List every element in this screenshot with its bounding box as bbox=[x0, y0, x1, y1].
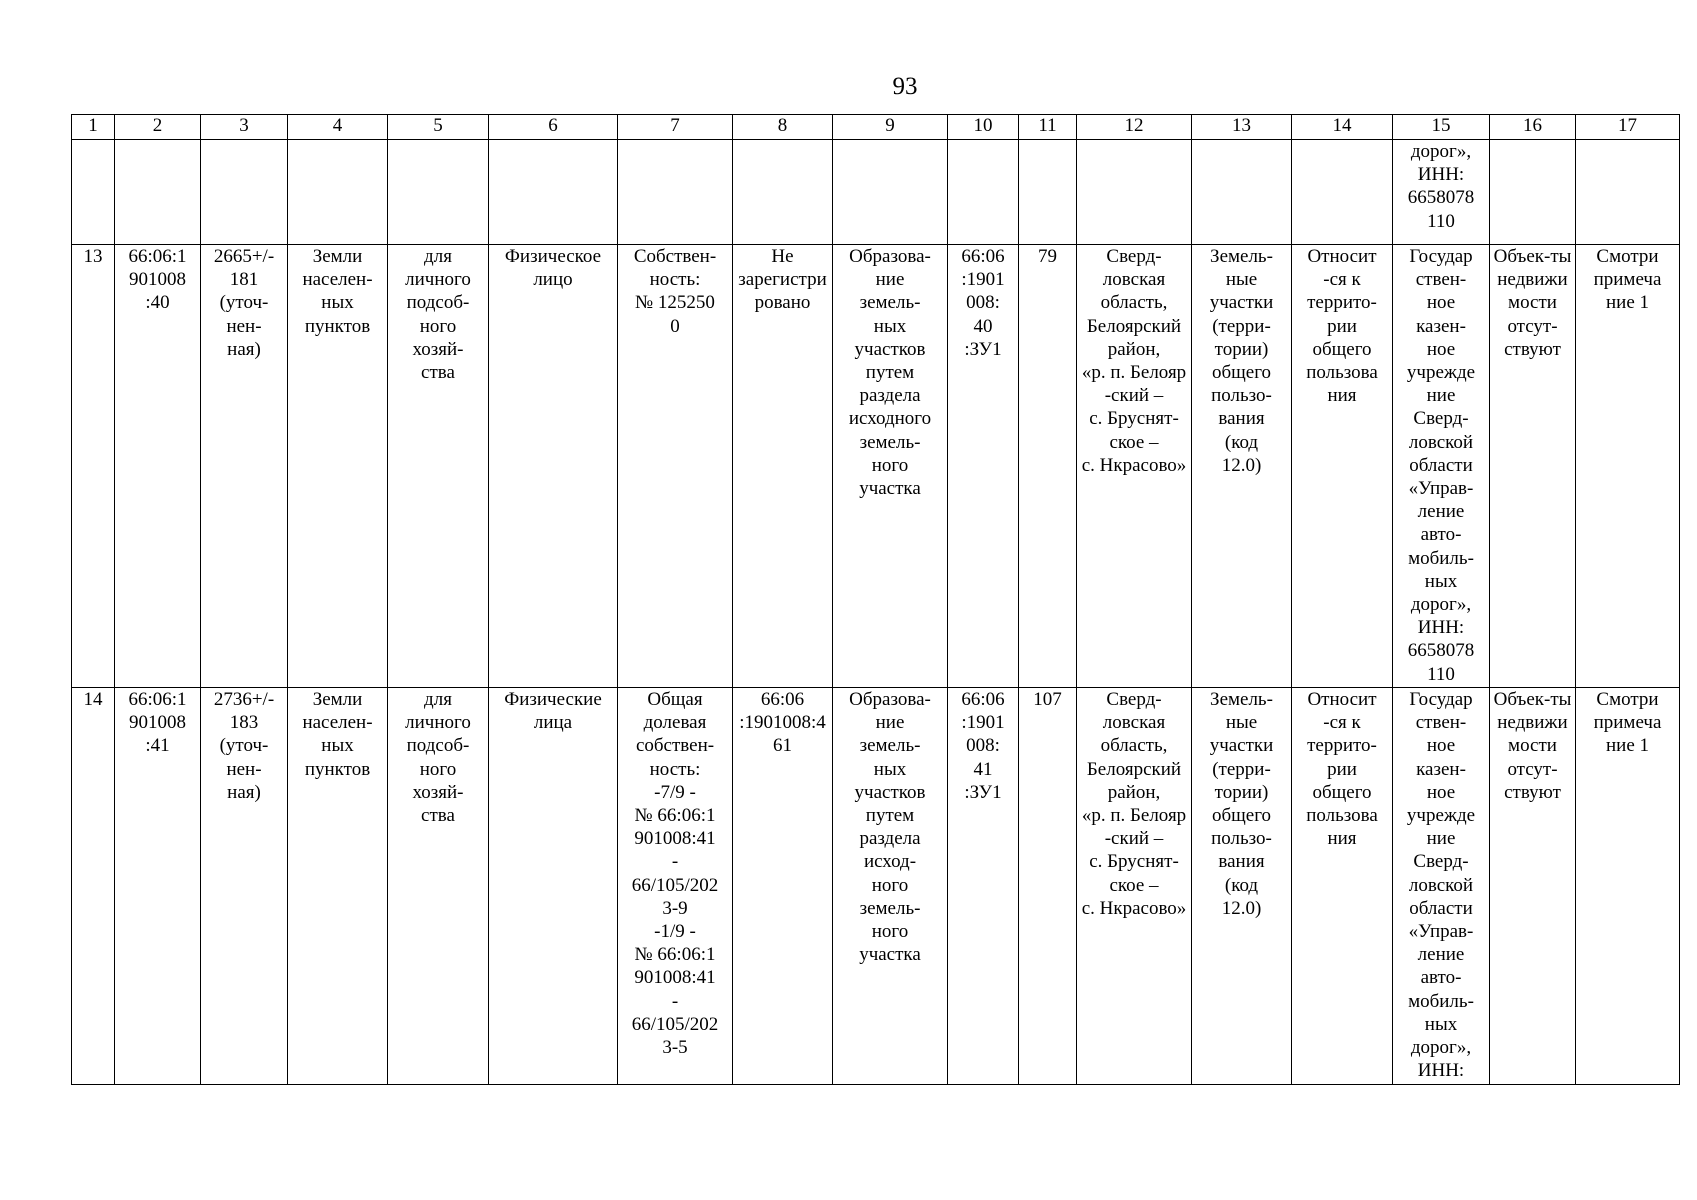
cell-text-line: -1/9 - bbox=[654, 921, 696, 943]
cell-text-line: 901008:41 bbox=[634, 967, 716, 989]
cell-text-line: ных bbox=[873, 758, 907, 780]
cell-text-line: террито- bbox=[1307, 735, 1377, 757]
cell-text-line: ного bbox=[871, 454, 909, 476]
cell-text-line: ние bbox=[1426, 828, 1456, 850]
cell-text-line: общего bbox=[1312, 338, 1372, 360]
cell-text-line: Белоярский bbox=[1086, 315, 1182, 337]
cell-text-line: населен- bbox=[302, 269, 373, 291]
cell-text-line: ное bbox=[1426, 338, 1456, 360]
cell-text-line: пользо- bbox=[1211, 828, 1272, 850]
cell-text-line: :41 bbox=[145, 735, 170, 757]
cell-text-line: ловской bbox=[1408, 874, 1474, 896]
cell-text-line: район, bbox=[1107, 781, 1161, 803]
cell-text-line: «Управ- bbox=[1408, 921, 1474, 943]
cell-text-line: для bbox=[424, 689, 452, 710]
cell-text-line: 901008 bbox=[129, 269, 186, 291]
cell-text-line: Физическое bbox=[504, 246, 602, 267]
cell-text-line: хозяй- bbox=[412, 338, 464, 360]
cell-text-line: Сверд- bbox=[1106, 246, 1162, 267]
cell-text-line: 0 bbox=[670, 315, 680, 337]
cell-text-line: мости bbox=[1508, 735, 1557, 757]
row-number-cell: 13 bbox=[72, 245, 115, 688]
objects-cell bbox=[1490, 688, 1576, 1085]
cell-text-line: мобиль- bbox=[1408, 990, 1474, 1012]
cell-text-line: ного bbox=[871, 874, 909, 896]
cell-text-line: казен- bbox=[1416, 758, 1466, 780]
territory-cell bbox=[1292, 245, 1393, 688]
column-header: 8 bbox=[733, 115, 833, 140]
cell-text-line: «р. п. Белояр bbox=[1081, 805, 1187, 827]
cell-text-line: ность: bbox=[649, 269, 701, 291]
cell-text-line: земель- bbox=[859, 735, 921, 757]
cell-text-line: Земель- bbox=[1210, 246, 1273, 267]
cell-text-line: ных bbox=[321, 735, 354, 757]
cell-text-line: участков bbox=[854, 338, 926, 360]
cell-text-line: исходного bbox=[848, 408, 932, 430]
objects-cell bbox=[1490, 245, 1576, 688]
row-number-cell: 14 bbox=[72, 688, 115, 1085]
cell-text-line: 6658078 bbox=[1407, 640, 1475, 662]
cell-text-line: 3-9 bbox=[662, 897, 688, 919]
table-cell bbox=[388, 140, 489, 245]
cell-text-line: ние bbox=[1426, 385, 1456, 407]
cell-text-line: рии bbox=[1327, 758, 1357, 780]
cell-text-line: ное bbox=[1426, 781, 1456, 803]
cell-text-line: участка bbox=[859, 944, 921, 966]
cell-text-line: лицо bbox=[533, 269, 573, 291]
column-header: 14 bbox=[1292, 115, 1393, 140]
land-use-cell bbox=[388, 245, 489, 688]
column-header: 17 bbox=[1576, 115, 1680, 140]
holder-cell bbox=[1393, 688, 1490, 1085]
cell-text-line: дорог», bbox=[1410, 594, 1472, 616]
cell-text-line: Объек-ты bbox=[1493, 689, 1572, 710]
table-cell bbox=[1490, 140, 1576, 245]
cell-text-line: Смотри bbox=[1596, 246, 1659, 267]
cell-text-line: раздела bbox=[859, 385, 921, 407]
cell-text-line: ного bbox=[419, 758, 457, 780]
cell-text-line: вания bbox=[1218, 851, 1265, 873]
cell-text-line: ское – bbox=[1109, 431, 1159, 453]
table-cell bbox=[115, 140, 201, 245]
continuation-row bbox=[72, 140, 1680, 245]
cell-text-line: -ся к bbox=[1323, 712, 1361, 734]
cell-text-line: личного bbox=[405, 712, 471, 734]
owner-type-cell bbox=[489, 245, 618, 688]
cell-text-line: ных bbox=[873, 315, 907, 337]
cell-text-line: 66:06:1 bbox=[128, 246, 187, 267]
cell-text-line: 12.0) bbox=[1221, 897, 1262, 919]
cell-text-line: (терри- bbox=[1212, 758, 1271, 780]
cell-text-line: 901008 bbox=[129, 712, 186, 734]
cell-text-line: с. Бруснят- bbox=[1089, 851, 1179, 873]
cell-text-line: отсут- bbox=[1507, 758, 1558, 780]
table-cell bbox=[1576, 140, 1680, 245]
cell-text-line: Смотри bbox=[1596, 689, 1659, 710]
cell-text-line: 66:06 bbox=[961, 246, 1005, 267]
cell-text-line: ного bbox=[871, 921, 909, 943]
cell-text-line: лица bbox=[533, 712, 573, 734]
cell-text-line: 66:06 bbox=[760, 689, 805, 710]
cell-text-line: подсоб- bbox=[406, 292, 470, 314]
table-cell bbox=[733, 140, 833, 245]
column-header: 7 bbox=[618, 115, 733, 140]
address-cell bbox=[1077, 688, 1192, 1085]
cell-text-line: ление bbox=[1417, 501, 1465, 523]
cell-text-line: с. Бруснят- bbox=[1089, 408, 1179, 430]
page-number: 93 bbox=[892, 73, 918, 100]
cell-text-line: 66:06:1 bbox=[128, 689, 187, 710]
cell-text-line: 40 bbox=[973, 315, 993, 337]
cell-text-line: область, bbox=[1100, 292, 1168, 314]
land-category-cell bbox=[288, 245, 388, 688]
cell-text-line: ния bbox=[1327, 828, 1357, 850]
cell-text-line: Государ bbox=[1409, 689, 1473, 710]
cell-text-line: ствуют bbox=[1504, 338, 1561, 360]
cell-text-line: земель- bbox=[859, 897, 921, 919]
new-plot-area-cell bbox=[1019, 245, 1077, 688]
cell-text-line: Земли bbox=[312, 689, 363, 710]
address-cell bbox=[1077, 245, 1192, 688]
cell-text-line: Белоярский bbox=[1086, 758, 1182, 780]
cell-text-line: :ЗУ1 bbox=[964, 781, 1002, 803]
cell-text-line: участки bbox=[1209, 735, 1274, 757]
column-header: 9 bbox=[833, 115, 948, 140]
area-cell bbox=[201, 245, 288, 688]
cell-text-line: подсоб- bbox=[406, 735, 470, 757]
cadastral-number-cell bbox=[115, 688, 201, 1085]
cell-text-line: ствен- bbox=[1415, 269, 1467, 291]
cell-text-line: с. Нкрасово» bbox=[1081, 897, 1187, 919]
cell-text-line: ных bbox=[1424, 570, 1458, 592]
cell-text-line: 79 bbox=[1038, 246, 1057, 267]
encumbrance-cell bbox=[733, 688, 833, 1085]
cell-text-line: «Управ- bbox=[1408, 478, 1474, 500]
cell-text-line: тории) bbox=[1214, 338, 1269, 360]
cell-text-line: Сверд- bbox=[1106, 689, 1162, 710]
cell-text-line: (уточ- bbox=[219, 292, 269, 314]
cell-text-line: (код bbox=[1224, 874, 1259, 896]
column-header: 1 bbox=[72, 115, 115, 140]
cell-text-line: - bbox=[671, 851, 679, 873]
cell-text-line: ных bbox=[1424, 1013, 1458, 1035]
cell-text-line: -ся к bbox=[1323, 269, 1361, 291]
column-header: 3 bbox=[201, 115, 288, 140]
table-cell bbox=[72, 140, 115, 245]
cell-text-line: 2665+/- bbox=[213, 246, 275, 267]
new-plot-area-cell bbox=[1019, 688, 1077, 1085]
cell-text-line: 41 bbox=[973, 758, 993, 780]
cell-text-line: ИНН: bbox=[1417, 1060, 1465, 1082]
cell-text-line: общего bbox=[1211, 362, 1272, 384]
cell-text-line: Земли bbox=[312, 246, 363, 267]
cell-text-line: Относит bbox=[1307, 689, 1377, 710]
cell-text-line: Собствен- bbox=[633, 246, 717, 267]
cell-text-line: ства bbox=[421, 805, 455, 827]
table-row bbox=[72, 688, 1680, 1085]
cell-text-line: :ЗУ1 bbox=[964, 338, 1002, 360]
cell-text-line: общего bbox=[1312, 781, 1372, 803]
cell-text-line: Образова- bbox=[849, 689, 931, 710]
cell-text-line: 008: bbox=[966, 292, 1000, 314]
cell-text-line: (код bbox=[1224, 431, 1259, 453]
cell-text-line: примеча bbox=[1593, 712, 1662, 734]
cell-text-line: террито- bbox=[1307, 292, 1377, 314]
land-category-cell bbox=[288, 688, 388, 1085]
column-header: 10 bbox=[948, 115, 1019, 140]
encumbrance-cell bbox=[733, 245, 833, 688]
permitted-use-cell bbox=[1192, 688, 1292, 1085]
cell-text-line: 66/105/202 bbox=[631, 874, 719, 896]
column-header: 12 bbox=[1077, 115, 1192, 140]
cell-text-line: ное bbox=[1426, 735, 1456, 757]
cell-text-line: нен- bbox=[226, 315, 262, 337]
column-header: 6 bbox=[489, 115, 618, 140]
cell-text-line: Сверд- bbox=[1413, 851, 1469, 873]
cell-text-line: ровано bbox=[754, 292, 811, 314]
cell-text-line: ства bbox=[421, 362, 455, 384]
cell-text-line: № 66:06:1 bbox=[634, 944, 716, 966]
cell-text-line: «р. п. Белояр bbox=[1081, 362, 1187, 384]
table-cell bbox=[1292, 140, 1393, 245]
cell-text-line: ное bbox=[1426, 292, 1456, 314]
note-cell bbox=[1576, 688, 1680, 1085]
cell-text-line: путем bbox=[865, 805, 915, 827]
table-row bbox=[72, 245, 1680, 688]
cell-text-line: пунктов bbox=[304, 315, 371, 337]
cell-text-line: 901008:41 bbox=[634, 828, 716, 850]
cell-text-line: -ский – bbox=[1104, 828, 1164, 850]
cell-text-line: :1901 bbox=[961, 712, 1005, 734]
cell-text-line: хозяй- bbox=[412, 781, 464, 803]
holder-cell bbox=[1393, 245, 1490, 688]
cell-text-line: ные bbox=[1225, 712, 1258, 734]
cell-text-line: 61 bbox=[773, 735, 792, 757]
cell-text-line: - bbox=[671, 990, 679, 1012]
cell-text-line: ние bbox=[875, 269, 905, 291]
cell-text-line: недвижи bbox=[1497, 712, 1568, 734]
cell-text-line: 008: bbox=[966, 735, 1000, 757]
column-header: 2 bbox=[115, 115, 201, 140]
cell-text-line: ловская bbox=[1102, 269, 1166, 291]
cell-text-line: № 66:06:1 bbox=[634, 805, 716, 827]
cell-text-line: Земель- bbox=[1210, 689, 1273, 710]
column-header: 11 bbox=[1019, 115, 1077, 140]
cell-text-line: Государ bbox=[1409, 246, 1473, 267]
territory-cell bbox=[1292, 688, 1393, 1085]
cell-text-line: район, bbox=[1107, 338, 1161, 360]
permitted-use-cell bbox=[1192, 245, 1292, 688]
cell-text-line: населен- bbox=[302, 712, 373, 734]
formation-method-cell bbox=[833, 245, 948, 688]
table-cell bbox=[489, 140, 618, 245]
cell-text-line: 183 bbox=[229, 712, 259, 734]
table-cell bbox=[618, 140, 733, 245]
cell-text-line: ние 1 bbox=[1605, 292, 1650, 314]
cell-text-line: с. Нкрасово» bbox=[1081, 454, 1187, 476]
note-cell bbox=[1576, 245, 1680, 688]
cell-text-line: вания bbox=[1218, 408, 1265, 430]
column-header: 5 bbox=[388, 115, 489, 140]
cell-text-line: раздела bbox=[859, 828, 921, 850]
cell-text-line: ление bbox=[1417, 944, 1465, 966]
cell-text-line: личного bbox=[405, 269, 471, 291]
cell-text-line: исход- bbox=[863, 851, 917, 873]
cell-text-line: (терри- bbox=[1212, 315, 1271, 337]
cell-text-line: участки bbox=[1209, 292, 1274, 314]
cell-text-line: ние 1 bbox=[1605, 735, 1650, 757]
cell-text-line: 2736+/- bbox=[213, 689, 275, 710]
cell-text-line: авто- bbox=[1420, 524, 1462, 546]
cell-text-line: нен- bbox=[226, 758, 262, 780]
table-cell bbox=[1192, 140, 1292, 245]
new-plot-number-cell bbox=[948, 688, 1019, 1085]
cell-text-line: рии bbox=[1327, 315, 1357, 337]
cell-text-line: пользова bbox=[1306, 805, 1378, 827]
cell-text-line: 6658078 bbox=[1407, 187, 1475, 209]
right-cell bbox=[618, 688, 733, 1085]
cell-text-line: -ский – bbox=[1104, 385, 1164, 407]
cell-text-line: примеча bbox=[1593, 269, 1662, 291]
owner-type-cell bbox=[489, 688, 618, 1085]
cell-text-line: :1901 bbox=[961, 269, 1005, 291]
cell-text-line: :1901008:4 bbox=[739, 712, 826, 734]
cell-text-line: Не bbox=[771, 246, 794, 267]
cell-text-line: земель- bbox=[859, 292, 921, 314]
cell-text-line: 66:06 bbox=[961, 689, 1005, 710]
cell-text-line: ИНН: bbox=[1417, 617, 1465, 639]
cell-text-line: авто- bbox=[1420, 967, 1462, 989]
column-header: 13 bbox=[1192, 115, 1292, 140]
cell-text-line: тории) bbox=[1214, 781, 1269, 803]
table-cell bbox=[948, 140, 1019, 245]
cell-text-line: 107 bbox=[1033, 689, 1062, 710]
cadastral-number-cell bbox=[115, 245, 201, 688]
cell-text-line: Сверд- bbox=[1413, 408, 1469, 430]
cell-text-line: пунктов bbox=[304, 758, 371, 780]
cell-text-line: ние bbox=[875, 712, 905, 734]
cell-text-line: мости bbox=[1508, 292, 1557, 314]
cell-text-line: участка bbox=[859, 478, 921, 500]
right-cell bbox=[618, 245, 733, 688]
cell-text-line: области bbox=[1409, 454, 1473, 476]
cell-text-line: учрежде bbox=[1406, 362, 1476, 384]
cell-text-line: 3-5 bbox=[662, 1037, 688, 1059]
cell-text-line: ское – bbox=[1109, 874, 1159, 896]
cell-text-line: ность: bbox=[649, 758, 701, 780]
cell-text-line: ИНН: bbox=[1417, 164, 1465, 186]
cell-text-line: пользо- bbox=[1211, 385, 1272, 407]
cell-text-line: № 125250 bbox=[635, 292, 715, 314]
cell-text-line: путем bbox=[865, 362, 915, 384]
table-cell bbox=[1019, 140, 1077, 245]
cell-text-line: ного bbox=[419, 315, 457, 337]
cell-text-line: ная) bbox=[227, 338, 261, 360]
cell-text-line: область, bbox=[1100, 735, 1168, 757]
cell-text-line: 110 bbox=[1427, 663, 1455, 685]
land-plot-table bbox=[71, 114, 1680, 1085]
cell-text-line: для bbox=[424, 246, 452, 267]
column-header: 15 bbox=[1393, 115, 1490, 140]
cell-text-line: собствен- bbox=[635, 735, 715, 757]
cell-text-line: земель- bbox=[859, 431, 921, 453]
cell-text-line: Физические bbox=[504, 689, 602, 710]
cell-text-line: ловской bbox=[1408, 431, 1474, 453]
column-number-row bbox=[72, 115, 1680, 140]
cell-text-line: общего bbox=[1211, 805, 1272, 827]
cell-text-line: ния bbox=[1327, 385, 1357, 407]
cell-text-line: ствуют bbox=[1504, 781, 1561, 803]
cell-text-line: отсут- bbox=[1507, 315, 1558, 337]
cell-text-line: Образова- bbox=[849, 246, 931, 267]
cell-text-line: ные bbox=[1225, 269, 1258, 291]
cell-text-line: учрежде bbox=[1406, 805, 1476, 827]
cell-text-line: (уточ- bbox=[219, 735, 269, 757]
formation-method-cell bbox=[833, 688, 948, 1085]
new-plot-number-cell bbox=[948, 245, 1019, 688]
table-cell bbox=[833, 140, 948, 245]
cell-text-line: Общая bbox=[647, 689, 703, 710]
table-cell bbox=[1077, 140, 1192, 245]
cell-text-line: дорог», bbox=[1410, 1037, 1472, 1059]
table-cell bbox=[288, 140, 388, 245]
cell-text-line: области bbox=[1409, 897, 1473, 919]
cell-text-line: -7/9 - bbox=[654, 781, 696, 803]
table-cell bbox=[201, 140, 288, 245]
cell-text-line: Объек-ты bbox=[1493, 246, 1572, 267]
cell-text-line: 66/105/202 bbox=[631, 1013, 719, 1035]
cell-text-line: казен- bbox=[1416, 315, 1466, 337]
cell-text-line: участков bbox=[854, 781, 926, 803]
column-header: 16 bbox=[1490, 115, 1576, 140]
area-cell bbox=[201, 688, 288, 1085]
cell-text-line: дорог», bbox=[1410, 141, 1472, 162]
cell-text-line: :40 bbox=[145, 292, 170, 314]
cell-text-line: ная) bbox=[227, 781, 261, 803]
cell-text-line: мобиль- bbox=[1408, 547, 1474, 569]
cell-text-line: долевая bbox=[643, 712, 707, 734]
column-header: 4 bbox=[288, 115, 388, 140]
cell-text-line: ствен- bbox=[1415, 712, 1467, 734]
cell-text-line: 181 bbox=[229, 269, 259, 291]
cell-text-line: зарегистри bbox=[738, 269, 827, 291]
cell-text-line: ловская bbox=[1102, 712, 1166, 734]
cell-text-line: Относит bbox=[1307, 246, 1377, 267]
land-use-cell bbox=[388, 688, 489, 1085]
cell-text-line: 110 bbox=[1427, 210, 1455, 232]
cell-text-line: 12.0) bbox=[1221, 454, 1262, 476]
cell-text-line: недвижи bbox=[1497, 269, 1568, 291]
holder-continuation-cell bbox=[1393, 140, 1490, 245]
cell-text-line: пользова bbox=[1306, 362, 1378, 384]
cell-text-line: ных bbox=[321, 292, 354, 314]
